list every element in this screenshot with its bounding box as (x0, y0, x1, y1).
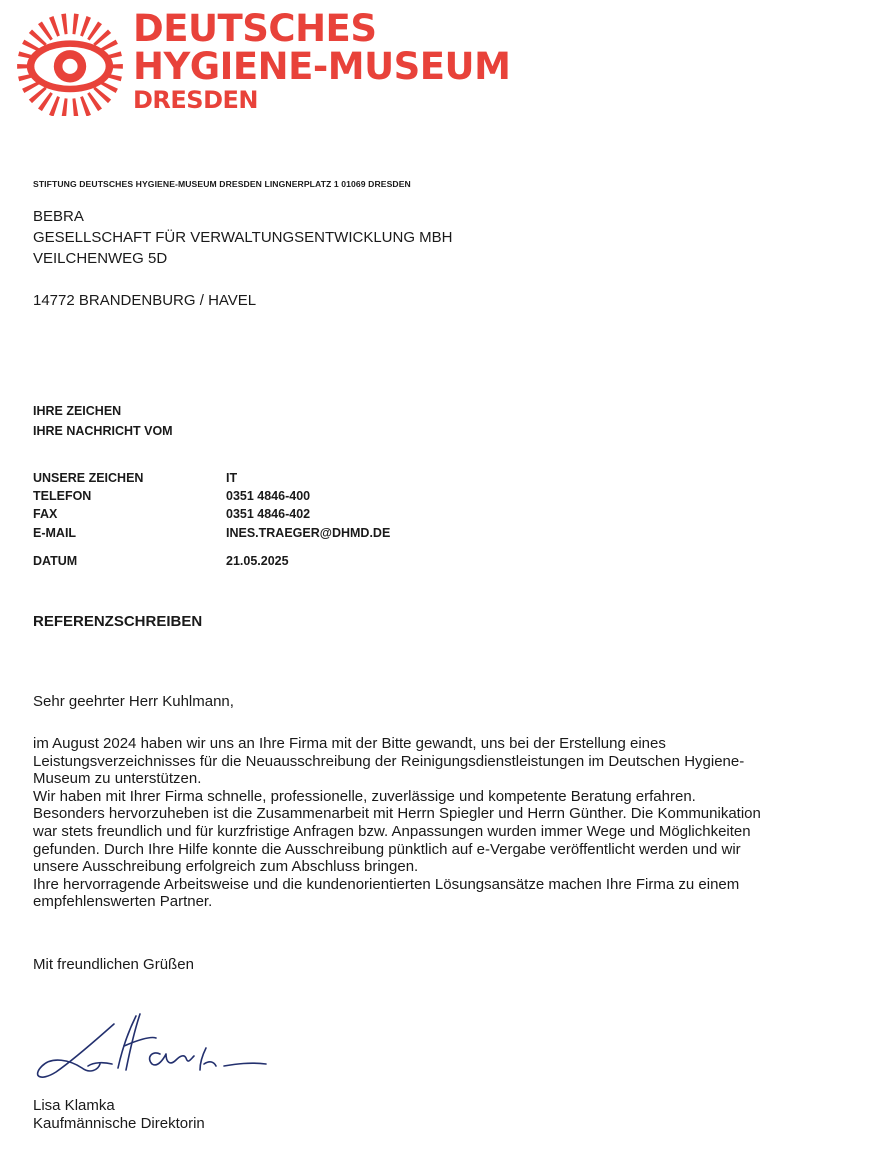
unsere-zeichen-label: UNSERE ZEICHEN (33, 471, 144, 485)
telefon-label: TELEFON (33, 489, 92, 503)
brand-name-line-3: DRESDEN (133, 86, 258, 114)
body-line: Ihre hervorragende Arbeitsweise und die kundenorientierten Lösungsansätze machen Ihre Firma zu einem (33, 875, 740, 893)
recipient-line-4: 14772 BRANDENBURG / HAVEL (33, 292, 257, 309)
logo-ray (80, 96, 91, 116)
ihre-zeichen-label: IHRE ZEICHEN (33, 404, 122, 418)
body-line: Museum zu unterstützen. (33, 770, 202, 788)
email-value: INES.TRAEGER@DHMD.DE (226, 526, 391, 540)
body-line: Besonders hervorzuheben ist die Zusammenarbeit mit Herrn Spiegler und Herrn Günther. Die Kommunikation (33, 805, 761, 823)
fax-value: 0351 4846-402 (226, 507, 311, 521)
recipient-line-3: VEILCHENWEG 5D (33, 250, 168, 267)
logo-ray (61, 14, 67, 35)
logo-ray (61, 98, 67, 116)
signer-name: Lisa Klamka (33, 1097, 115, 1114)
body-line: im August 2024 haben wir uns an Ihre Firma mit der Bitte gewandt, uns bei der Erstellung eines (33, 735, 666, 752)
logo-ray (72, 14, 78, 35)
recipient-line-1: BEBRA (33, 208, 84, 225)
fax-label: FAX (33, 507, 58, 521)
body-line: empfehlenswerten Partner. (33, 893, 213, 911)
email-label: E-MAIL (33, 526, 77, 540)
body-line: war stets freundlich und für kurzfristige Anfragen bzw. Anpassungen wurden immer Wege und Möglichkeiten (33, 823, 751, 840)
datum-label: DATUM (33, 554, 78, 568)
logo-ray (80, 16, 91, 37)
salutation: Sehr geehrter Herr Kuhlmann, (33, 693, 234, 710)
unsere-zeichen-value: IT (226, 471, 238, 485)
logo-ray (72, 98, 78, 116)
body-line: Leistungsverzeichnisses für die Neuausschreibung der Reinigungsdienstleistungen im Deutschen Hygiene- (33, 752, 745, 770)
telefon-value: 0351 4846-400 (226, 489, 311, 503)
body-line: unsere Ausschreibung erfolgreich zum Abschluss bringen. (33, 858, 419, 876)
closing: Mit freundlichen Grüßen (33, 956, 194, 973)
body-line: gefunden. Durch Ihre Hilfe konnte die Ausschreibung pünktlich auf e-Vergabe veröffentlicht werden und wir (33, 840, 741, 858)
logo-ray (49, 16, 60, 37)
letter-subject: REFERENZSCHREIBEN (33, 613, 203, 630)
body-line: Wir haben mit Ihrer Firma schnelle, professionelle, zuverlässige und kompetente Beratung erfahren. (33, 787, 696, 805)
brand-name-line-2: HYGIENE-MUSEUM (133, 45, 511, 88)
signer-title: Kaufmännische Direktorin (33, 1115, 205, 1132)
logo-ray (49, 96, 60, 116)
datum-value: 21.05.2025 (226, 554, 289, 568)
brand-name-line-1: DEUTSCHES (133, 7, 377, 50)
handwritten-signature (28, 1010, 278, 1090)
recipient-line-2: GESELLSCHAFT FÜR VERWALTUNGSENTWICKLUNG MBH (33, 229, 453, 246)
ihre-nachricht-label: IHRE NACHRICHT VOM (33, 424, 173, 438)
eye-logo-icon (16, 8, 124, 116)
sender-address-line: STIFTUNG DEUTSCHES HYGIENE-MUSEUM DRESDEN LINGNERPLATZ 1 01069 DRESDEN (33, 179, 411, 189)
